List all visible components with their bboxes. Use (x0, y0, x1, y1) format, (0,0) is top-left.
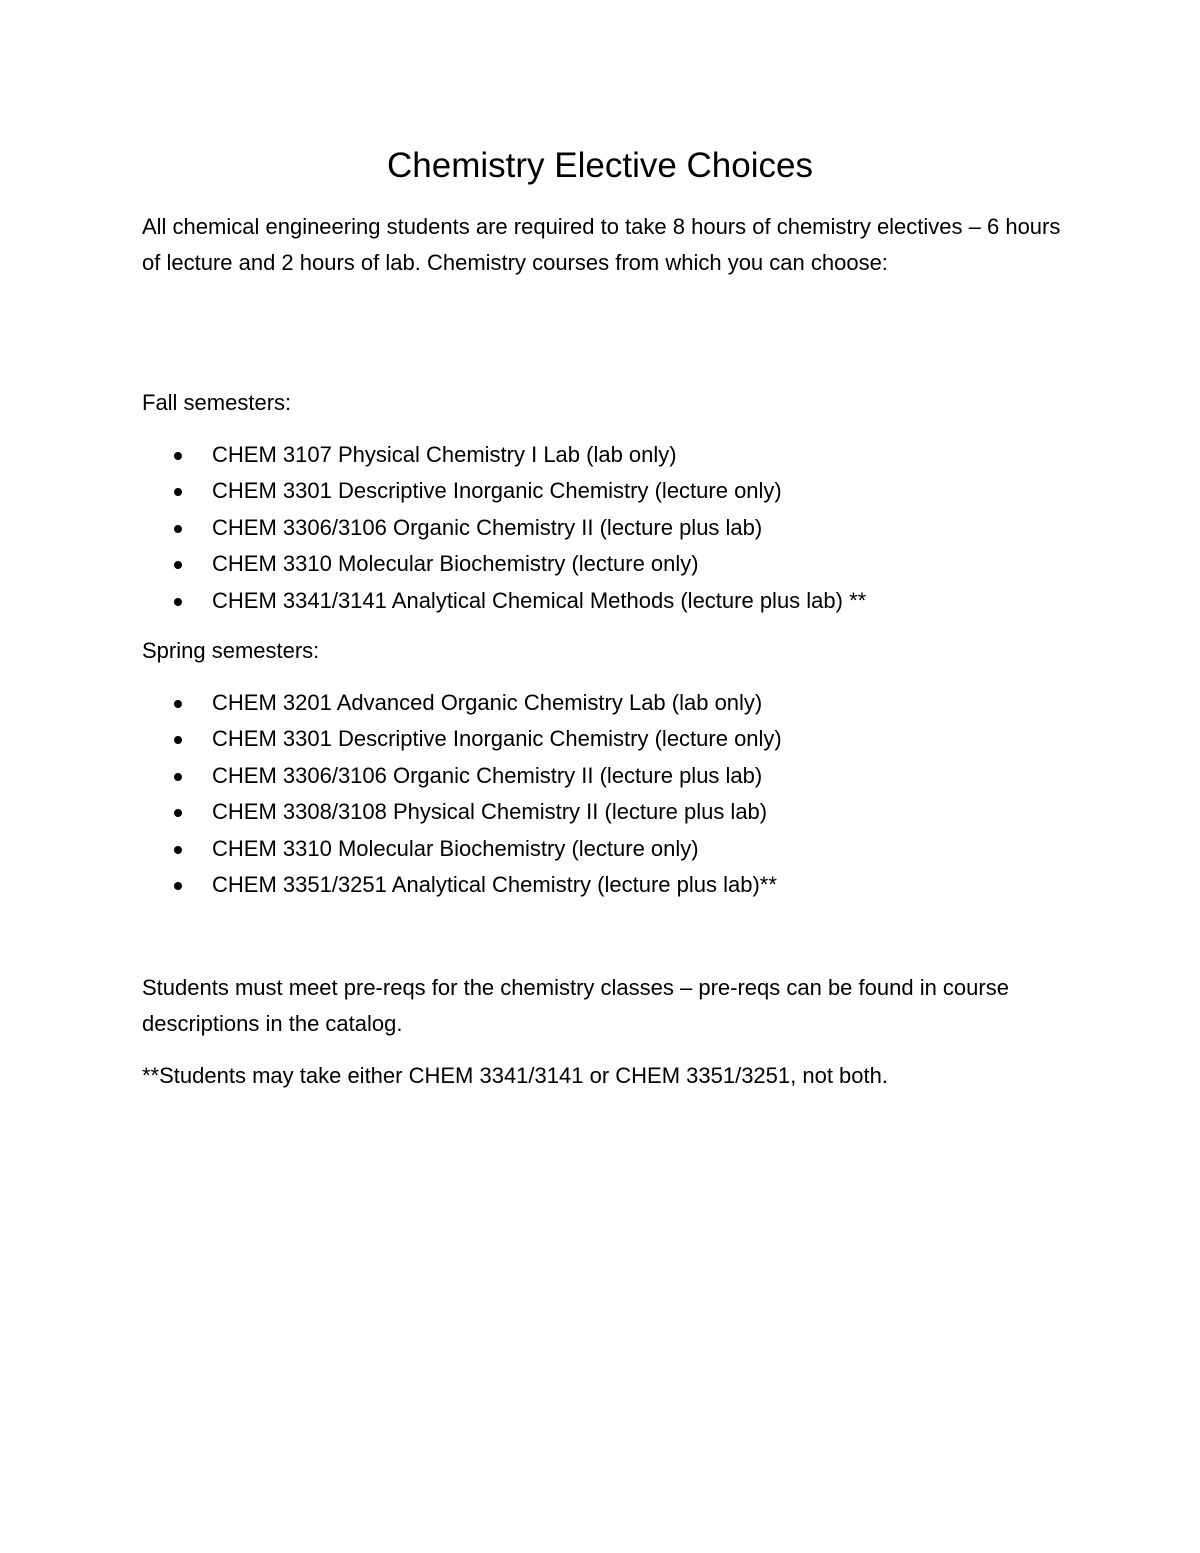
course-label: CHEM 3107 Physical Chemistry I Lab (lab only) (212, 442, 677, 467)
bullet-icon (174, 736, 182, 744)
intro-paragraph: All chemical engineering students are required to take 8 hours of chemistry electives – 6 hours of lecture and 2 hours of lab. Chemistry courses from which you can choose: (142, 214, 1061, 275)
course-label: CHEM 3306/3106 Organic Chemistry II (lecture plus lab) (212, 762, 763, 788)
prereq-note: Students must meet pre-reqs for the chemistry classes – pre-reqs can be found in course descriptions in the catalog. (142, 975, 1009, 1036)
bullet-icon (174, 561, 182, 569)
list-item (172, 758, 1072, 794)
list-item (172, 794, 1072, 830)
course-label: CHEM 3310 Molecular Biochemistry (lecture only) (212, 835, 699, 861)
course-label: CHEM 3308/3108 Physical Chemistry II (lecture plus lab) (212, 799, 768, 825)
list-item (172, 685, 1072, 721)
list-item (172, 437, 1072, 473)
list-item (172, 831, 1072, 867)
course-label: CHEM 3301 Descriptive Inorganic Chemistry (lecture only) (212, 478, 782, 504)
course-label: CHEM 3351/3251 Analytical Chemistry (lecture plus lab)** (212, 872, 777, 898)
spring-course-list (172, 685, 1072, 903)
course-label: CHEM 3306/3106 Organic Chemistry II (lecture plus lab) (212, 514, 763, 540)
list-item (172, 546, 1072, 582)
list-item (172, 583, 1072, 619)
page-title: Chemistry Elective Choices (387, 146, 813, 185)
course-label: CHEM 3201 Advanced Organic Chemistry Lab (lab only) (212, 690, 763, 715)
course-label: CHEM 3310 Molecular Biochemistry (lecture only) (212, 551, 699, 577)
bullet-icon (174, 598, 182, 606)
fall-semesters-heading: Fall semesters: (142, 390, 292, 415)
bullet-icon (174, 700, 182, 708)
course-label: CHEM 3341/3141 Analytical Chemical Methods (lecture plus lab) ** (212, 587, 867, 613)
bullet-icon (174, 882, 182, 890)
bullet-icon (174, 809, 182, 817)
bullet-icon (174, 488, 182, 496)
list-item (172, 510, 1072, 546)
spring-semesters-heading: Spring semesters: (142, 638, 320, 663)
bullet-icon (174, 773, 182, 781)
bullet-icon (174, 846, 182, 854)
list-item (172, 721, 1072, 757)
footnote: **Students may take either CHEM 3341/3141 or CHEM 3351/3251, not both. (142, 1063, 888, 1088)
list-item (172, 867, 1072, 903)
list-item (172, 473, 1072, 509)
bullet-icon (174, 525, 182, 533)
course-label: CHEM 3301 Descriptive Inorganic Chemistry (lecture only) (212, 726, 782, 752)
bullet-icon (174, 452, 182, 460)
fall-course-list (172, 437, 1072, 619)
